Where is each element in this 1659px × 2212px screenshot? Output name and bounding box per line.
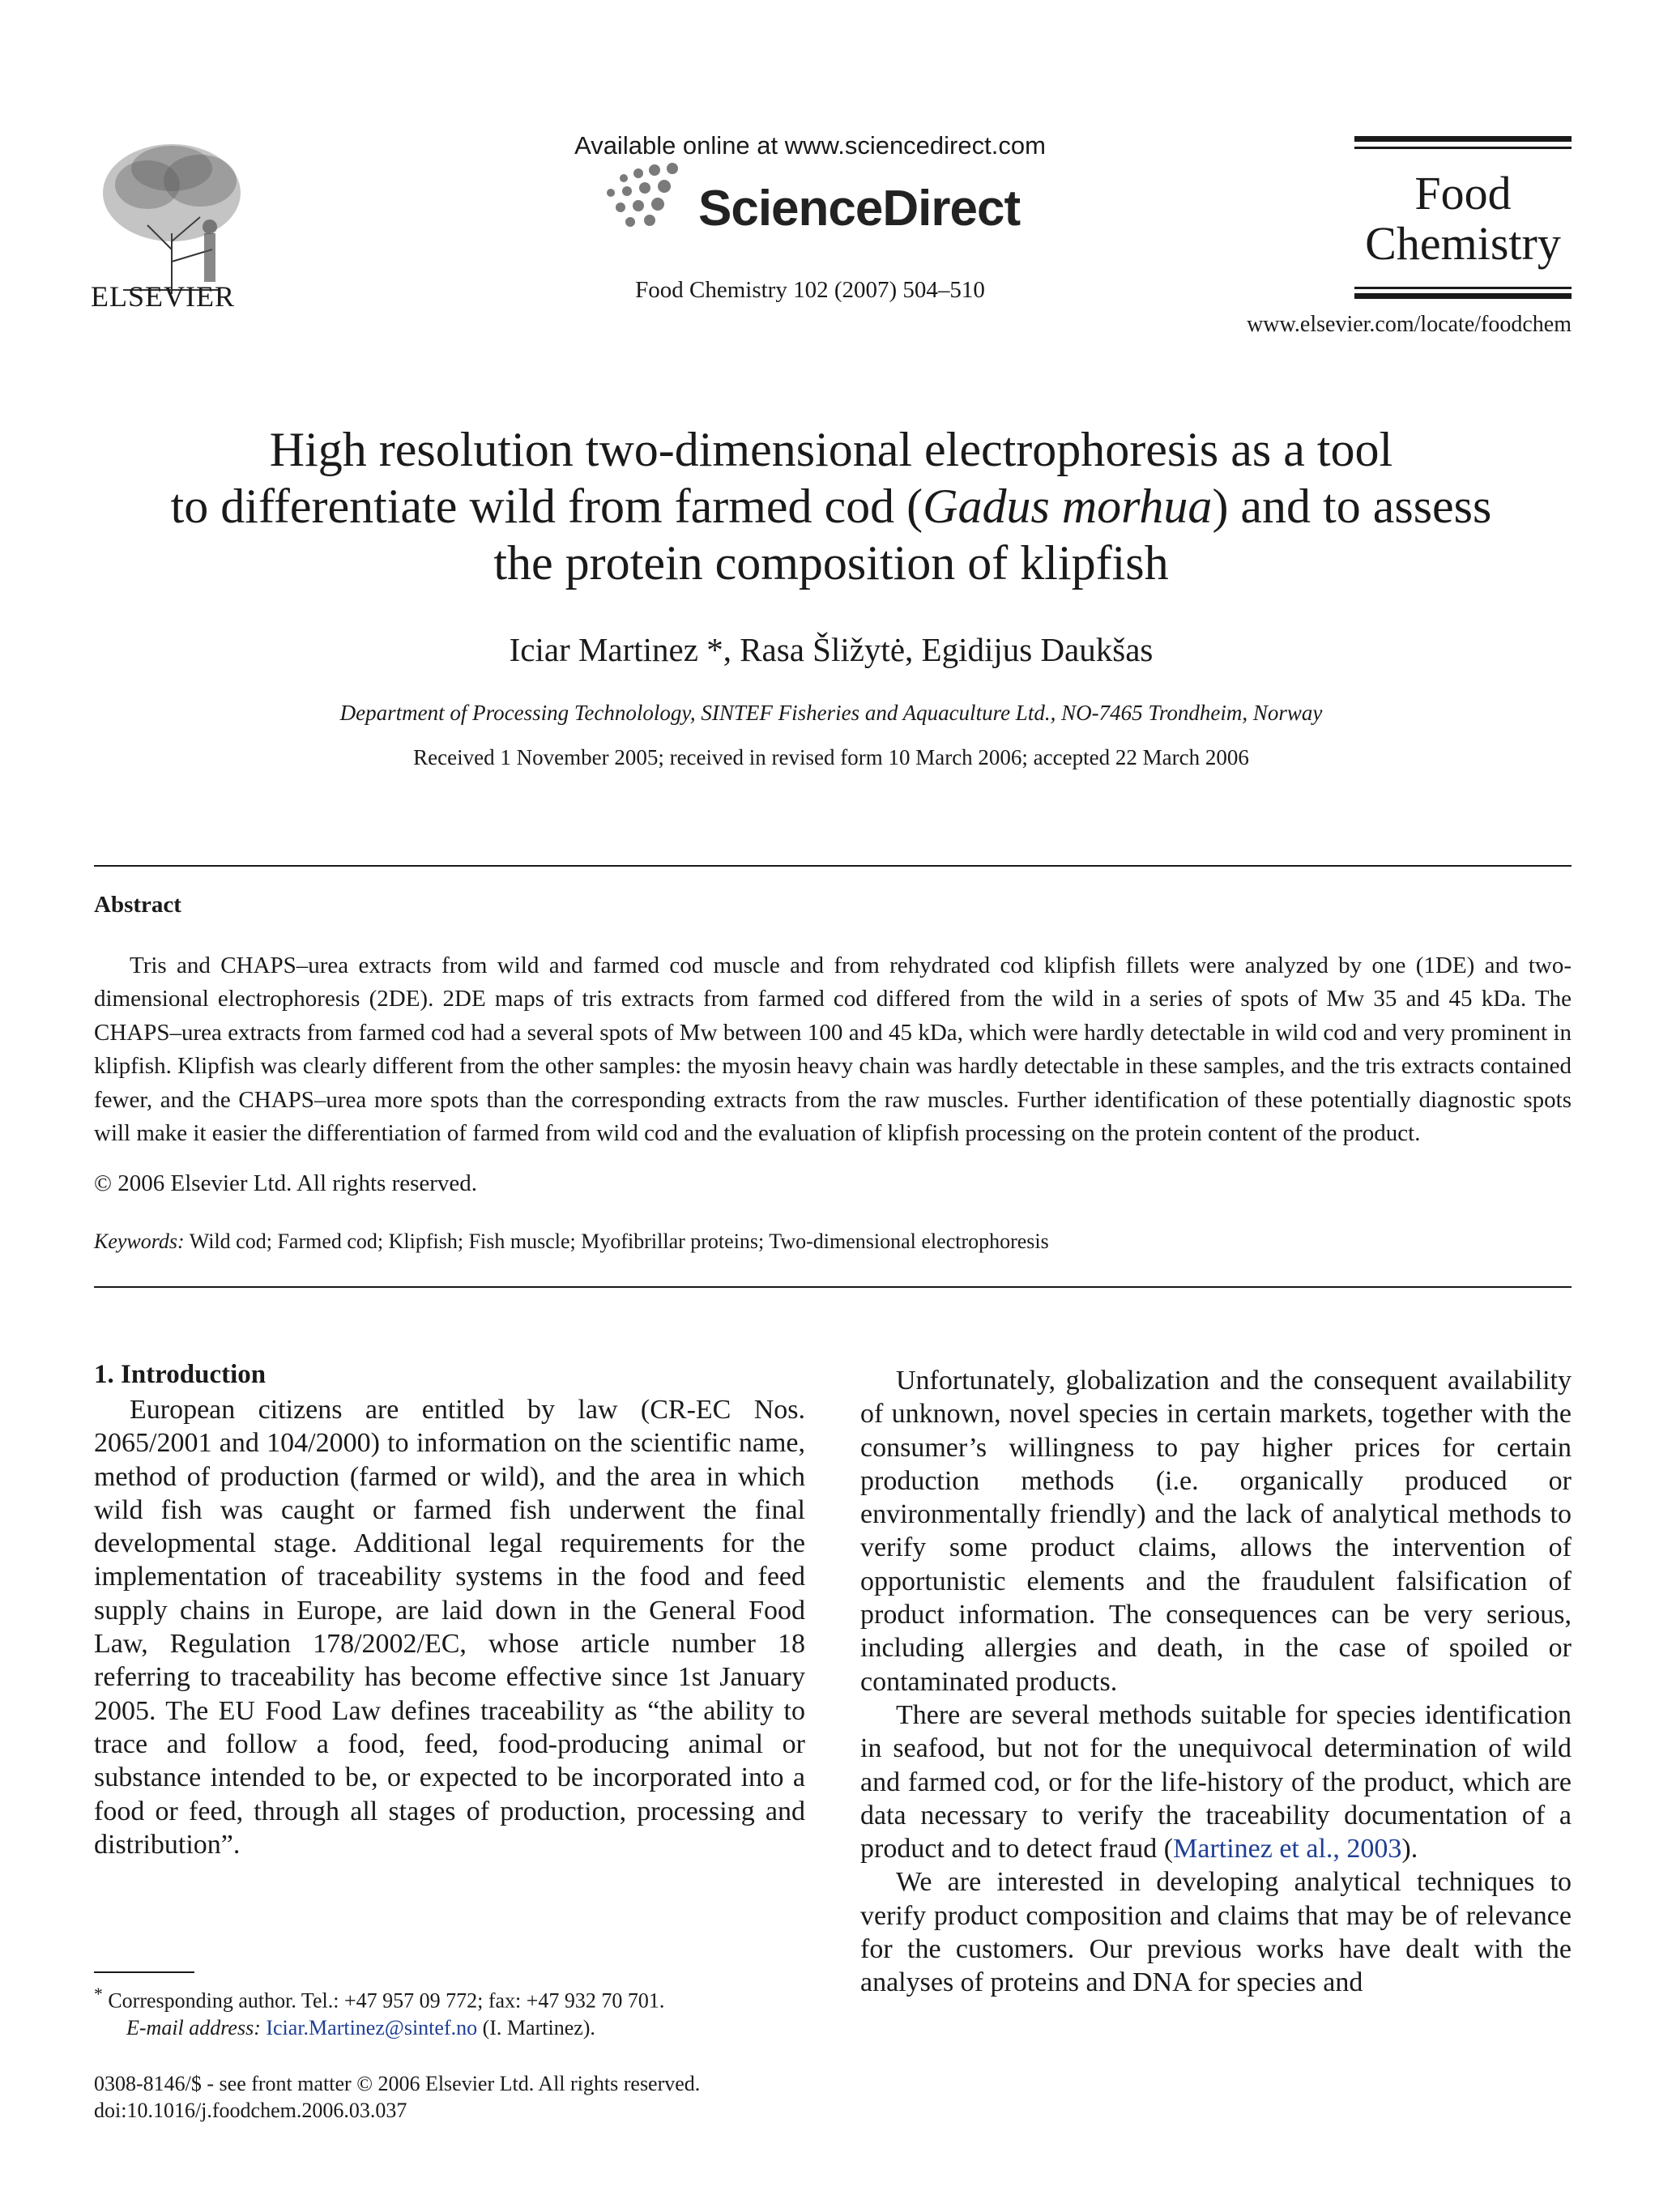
body-paragraph: European citizens are entitled by law (CR-EC Nos. 2065/2001 and 104/2000) to information on the scientific name, method of production (farmed or wild), and the area in which wild fish was caught or farmed fish underwent the final developmental stage. Additional legal requirements for the implementation of traceability systems in the food and feed supply chains in Europe, are laid down in the General Food Law, Regulation 178/2002/EC, whose article number 18 referring to traceability has become effective since 1st January 2005. The EU Food Law defines traceability as “the ability to trace and follow a food, feed, food-producing animal or substance intended to be, or expected to be incorporated into a food or feed, through all stages of production, processing and distribution”. bbox=[94, 1395, 805, 1860]
footnote-mark: * bbox=[94, 1984, 103, 2004]
title-text: to differentiate wild from farmed cod ( bbox=[170, 479, 923, 533]
title-line: the protein composition of klipfish bbox=[493, 536, 1169, 590]
journal-rule bbox=[1354, 293, 1572, 299]
journal-title-line: Food bbox=[1414, 167, 1512, 219]
keywords-list: Wild cod; Farmed cod; Klipfish; Fish muscle; Myofibrillar proteins; Two-dimensional electrophoresis bbox=[189, 1230, 1049, 1253]
affiliation: Department of Processing Technolology, SINTEF Fisheries and Aquaculture Ltd., NO-7465 Trondheim, Norway bbox=[339, 701, 1323, 725]
body-paragraph: We are interested in developing analytical techniques to verify product composition and claims that may be of relevance for the customers. Our previous works have dealt with the analyses of proteins and DNA for species and bbox=[860, 1867, 1572, 1998]
right-column bbox=[860, 1364, 1572, 2000]
reference-link[interactable]: Martinez et al., 2003 bbox=[1173, 1834, 1402, 1865]
email-label: E-mail address: bbox=[126, 2015, 261, 2039]
paragraph-text: ). bbox=[1401, 1834, 1418, 1865]
elsevier-tree-logo bbox=[91, 136, 253, 298]
journal-title bbox=[1354, 168, 1572, 269]
keywords bbox=[94, 1230, 1049, 1254]
title-line: High resolution two-dimensional electrophoresis as a tool bbox=[269, 423, 1393, 476]
journal-rule bbox=[1354, 287, 1572, 289]
abstract-body bbox=[94, 949, 1572, 1150]
left-column bbox=[94, 1393, 805, 1861]
journal-citation: Food Chemistry 102 (2007) 504–510 bbox=[635, 277, 985, 303]
email-suffix: (I. Martinez). bbox=[477, 2015, 595, 2039]
divider bbox=[94, 1286, 1572, 1288]
front-matter bbox=[94, 2070, 823, 2124]
keywords-label: Keywords: bbox=[94, 1230, 185, 1253]
journal-url-link[interactable]: www.elsevier.com/locate/foodchem bbox=[1247, 312, 1572, 337]
species-name: Gadus morhua bbox=[923, 479, 1213, 533]
footnote-rule bbox=[94, 1971, 194, 1973]
journal-rule bbox=[1354, 147, 1572, 149]
available-online-text[interactable]: Available online at www.sciencedirect.com bbox=[574, 131, 1046, 160]
publisher-name: ELSEVIER bbox=[91, 280, 235, 313]
body-paragraph bbox=[860, 1698, 1572, 1865]
sciencedirect-wordmark: ScienceDirect bbox=[698, 181, 1021, 237]
journal-title-line: Chemistry bbox=[1365, 217, 1561, 270]
issn-line: 0308-8146/$ - see front matter © 2006 Elsevier Ltd. All rights reserved. bbox=[94, 2072, 701, 2095]
author-list: Iciar Martinez *, Rasa Šližytė, Egidijus Daukšas bbox=[509, 631, 1154, 668]
abstract-paragraph: Tris and CHAPS–urea extracts from wild and farmed cod muscle and from rehydrated cod klipfish fillets were analyzed by one (1DE) and two-dimensional electrophoresis (2DE). 2DE maps of tris extracts from farmed cod differed from the wild in a series of spots of Mw 35 and 45 kDa. The CHAPS–urea extracts from farmed cod had a several spots of Mw between 100 and 45 kDa, which were hardly detectable in wild cod and very prominent in klipfish. Klipfish was clearly different from the other samples: the myosin heavy chain was hardly detectable in these samples, and the tris extracts contained fewer, and the CHAPS–urea more spots than the corresponding extracts from the raw muscles. Further identification of these potentially diagnostic spots will make it easier the differentiation of farmed from wild cod and the evaluation of klipfish processing on the protein content of the product. bbox=[94, 953, 1572, 1147]
title-text: ) and to assess bbox=[1212, 479, 1492, 533]
journal-rule bbox=[1354, 136, 1572, 142]
abstract-heading: Abstract bbox=[94, 892, 181, 918]
doi-line[interactable]: doi:10.1016/j.foodchem.2006.03.037 bbox=[94, 2099, 407, 2122]
body-paragraph: Unfortunately, globalization and the consequent availability of unknown, novel species in certain markets, together with the consumer’s willingness to pay higher prices for certain production methods (i.e. organically produced or environmentally friendly) and the lack of analytical methods to verify some product claims, allows the intervention of opportunistic elements and the fraudulent falsification of product information. The consequences can be very serious, including allergies and death, in the case of spoiled or contaminated products. bbox=[860, 1366, 1572, 1697]
paragraph-text: There are several methods suitable for species identification in seafood, but not for the unequivocal determination of wild and farmed cod, or for the life-history of the product, which are data necessary to verify the traceability documentation of a product and to detect fraud ( bbox=[860, 1699, 1572, 1865]
footnote-text: Corresponding author. Tel.: +47 957 09 772; fax: +47 932 70 701. bbox=[102, 1988, 665, 2013]
article-title bbox=[91, 421, 1572, 591]
title-line bbox=[91, 478, 1572, 535]
email-link[interactable]: Iciar.Martinez@sintef.no bbox=[266, 2015, 478, 2039]
divider bbox=[94, 865, 1572, 867]
sciencedirect-dots-icon bbox=[599, 162, 680, 235]
corresponding-author-footnote bbox=[94, 1981, 823, 2041]
section-heading: 1. Introduction bbox=[94, 1360, 267, 1389]
copyright-notice: © 2006 Elsevier Ltd. All rights reserved. bbox=[94, 1170, 478, 1196]
received-dates: Received 1 November 2005; received in revised form 10 March 2006; accepted 22 March 2006 bbox=[413, 745, 1249, 769]
footnote-line bbox=[94, 1981, 823, 2014]
footnote-line bbox=[94, 2014, 823, 2041]
